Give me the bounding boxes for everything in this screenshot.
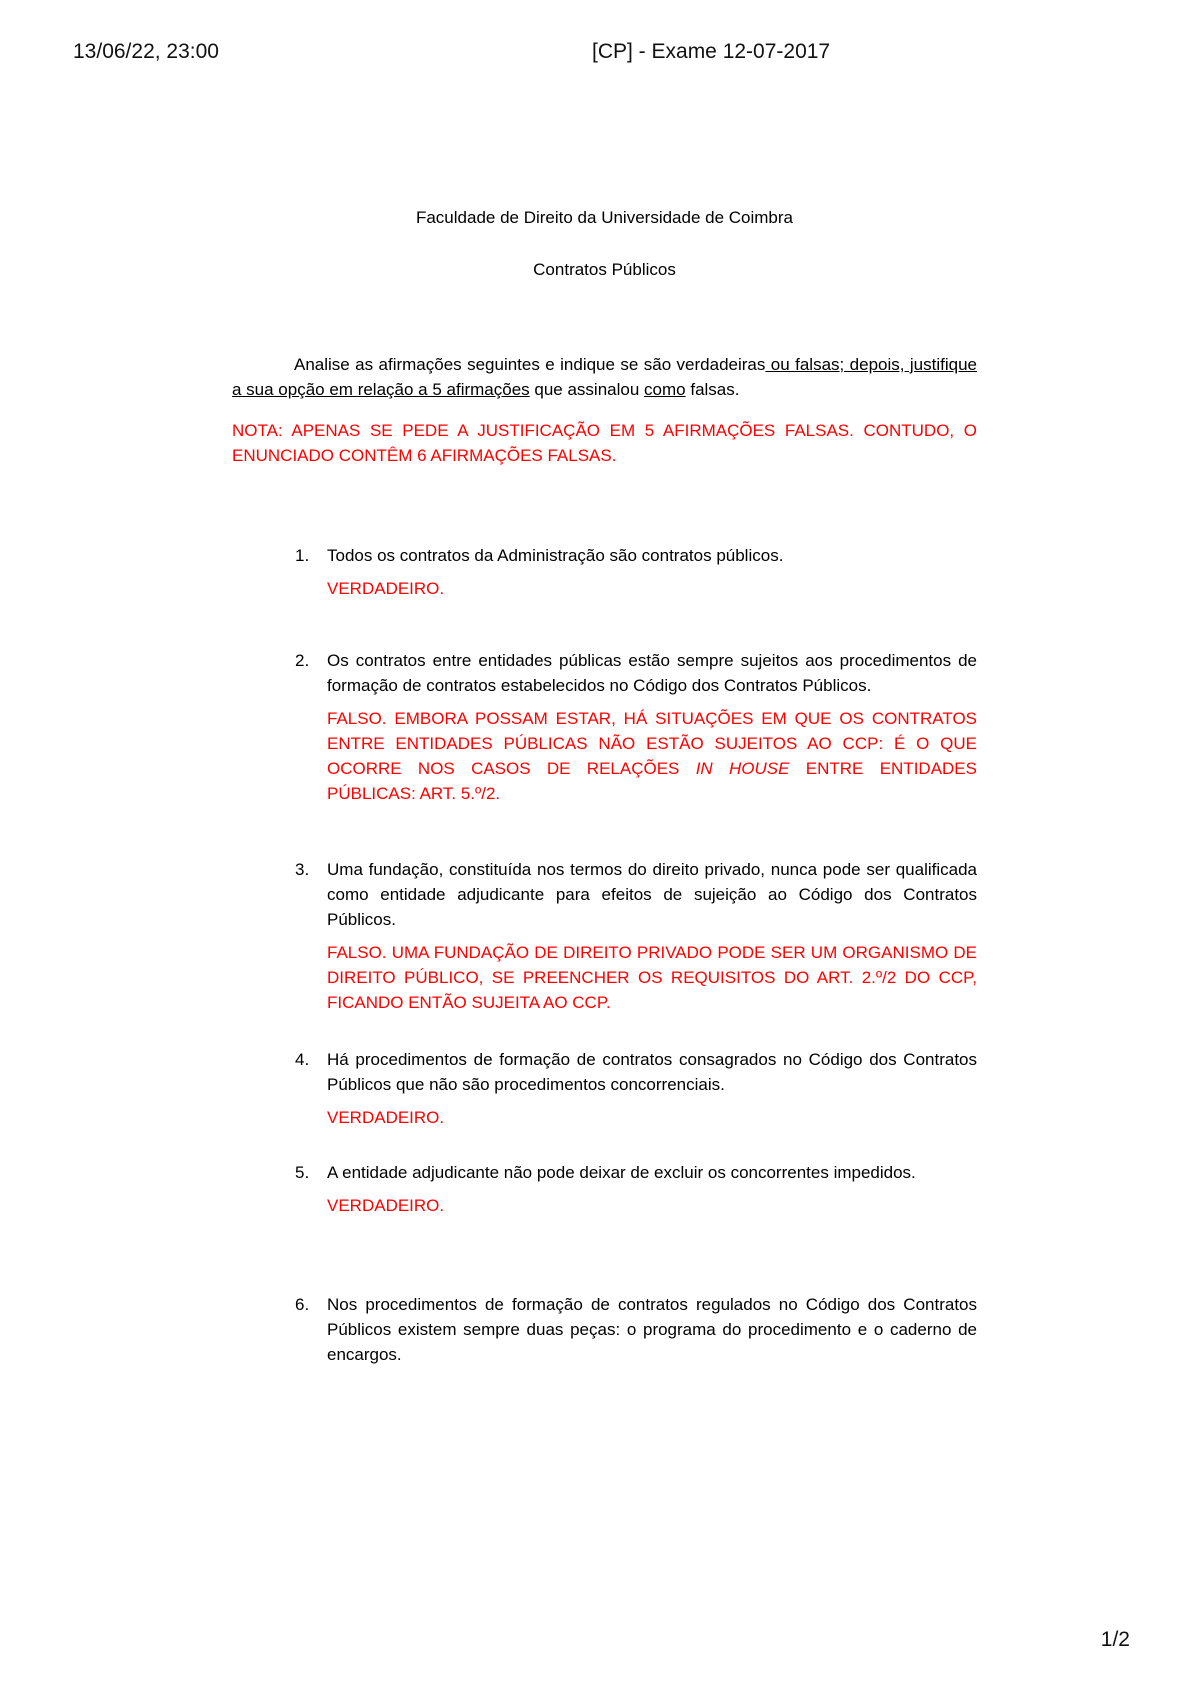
exam-instructions: [232, 352, 977, 402]
question-3: [295, 857, 977, 1015]
question-answer: [327, 706, 977, 806]
question-text: Uma fundação, constituída nos termos do direito privado, nunca pode ser qualificada como entidade adjudicante para efeitos de sujeição ao Código dos Contratos Públicos.: [327, 860, 977, 929]
question-number: 3.: [295, 860, 310, 879]
exam-note: NOTA: APENAS SE PEDE A JUSTIFICAÇÃO EM 5 AFIRMAÇÕES FALSAS. CONTUDO, O ENUNCIADO CONTÊM 6 AFIRMAÇÕES FALSAS.: [232, 421, 977, 465]
question-number: 6.: [295, 1295, 310, 1314]
question-text: Todos os contratos da Administração são contratos públicos.: [327, 546, 784, 565]
question-1: [295, 543, 977, 601]
question-number: 5.: [295, 1163, 310, 1182]
question-answer: VERDADEIRO.: [327, 1108, 445, 1127]
question-answer: VERDADEIRO.: [327, 579, 445, 598]
instructions-part4: que assinalou: [529, 380, 645, 399]
course-title: Contratos Públicos: [533, 260, 676, 279]
question-4: [295, 1047, 977, 1130]
print-datetime: 13/06/22, 23:00: [73, 40, 219, 63]
question-text: Os contratos entre entidades públicas estão sempre sujeitos aos procedimentos de formação de contratos estabelecidos no Código dos Contratos Públicos.: [327, 651, 977, 695]
instructions-part3: a 5 afirmações: [418, 380, 530, 399]
question-text: A entidade adjudicante não pode deixar de excluir os concorrentes impedidos.: [327, 1163, 916, 1182]
question-text: Há procedimentos de formação de contratos consagrados no Código dos Contratos Públicos que não são procedimentos concorrenciais.: [327, 1050, 977, 1094]
question-answer: FALSO. UMA FUNDAÇÃO DE DIREITO PRIVADO PODE SER UM ORGANISMO DE DIREITO PÚBLICO, SE PREENCHER OS REQUISITOS DO ART. 2.º/2 DO CCP, FICANDO ENTÃO SUJEITA AO CCP.: [327, 943, 977, 1012]
faculty-name: Faculdade de Direito da Universidade de Coimbra: [415, 208, 794, 227]
instructions-part5: como: [644, 380, 686, 399]
print-page-title: [CP] - Exame 12-07-2017: [592, 40, 831, 63]
document-body: [232, 205, 977, 1364]
instructions-part6: falsas.: [685, 380, 740, 399]
answer-text: ENTRE ENTIDADES PÚBLICAS: ART. 5.º/2.: [327, 759, 977, 803]
answer-italic-term: IN HOUSE: [695, 759, 790, 778]
question-number: 1.: [295, 546, 310, 565]
answer-text: FALSO. EMBORA POSSAM ESTAR, HÁ SITUAÇÕES EM QUE OS CONTRATOS ENTRE ENTIDADES PÚBLICAS NÃO ESTÃO SUJEITOS AO CCP: É O QUE OCORRE NOS CASOS DE RELAÇÕES: [327, 709, 977, 778]
question-number: 4.: [295, 1050, 310, 1069]
instructions-part2: ou falsas; depois, justifique a sua opção em relação: [232, 355, 977, 399]
question-6: [295, 1292, 977, 1367]
page-number: 1/2: [1100, 1628, 1130, 1651]
question-text: Nos procedimentos de formação de contratos regulados no Código dos Contratos Públicos existem sempre duas peças: o programa do procedimento e o caderno de encargos.: [327, 1295, 977, 1364]
question-5: [295, 1160, 977, 1218]
instructions-part1: Analise as afirmações seguintes e indique se são verdadeiras: [294, 355, 766, 374]
question-answer: VERDADEIRO.: [327, 1196, 445, 1215]
question-number: 2.: [295, 651, 310, 670]
question-2: [295, 648, 977, 806]
